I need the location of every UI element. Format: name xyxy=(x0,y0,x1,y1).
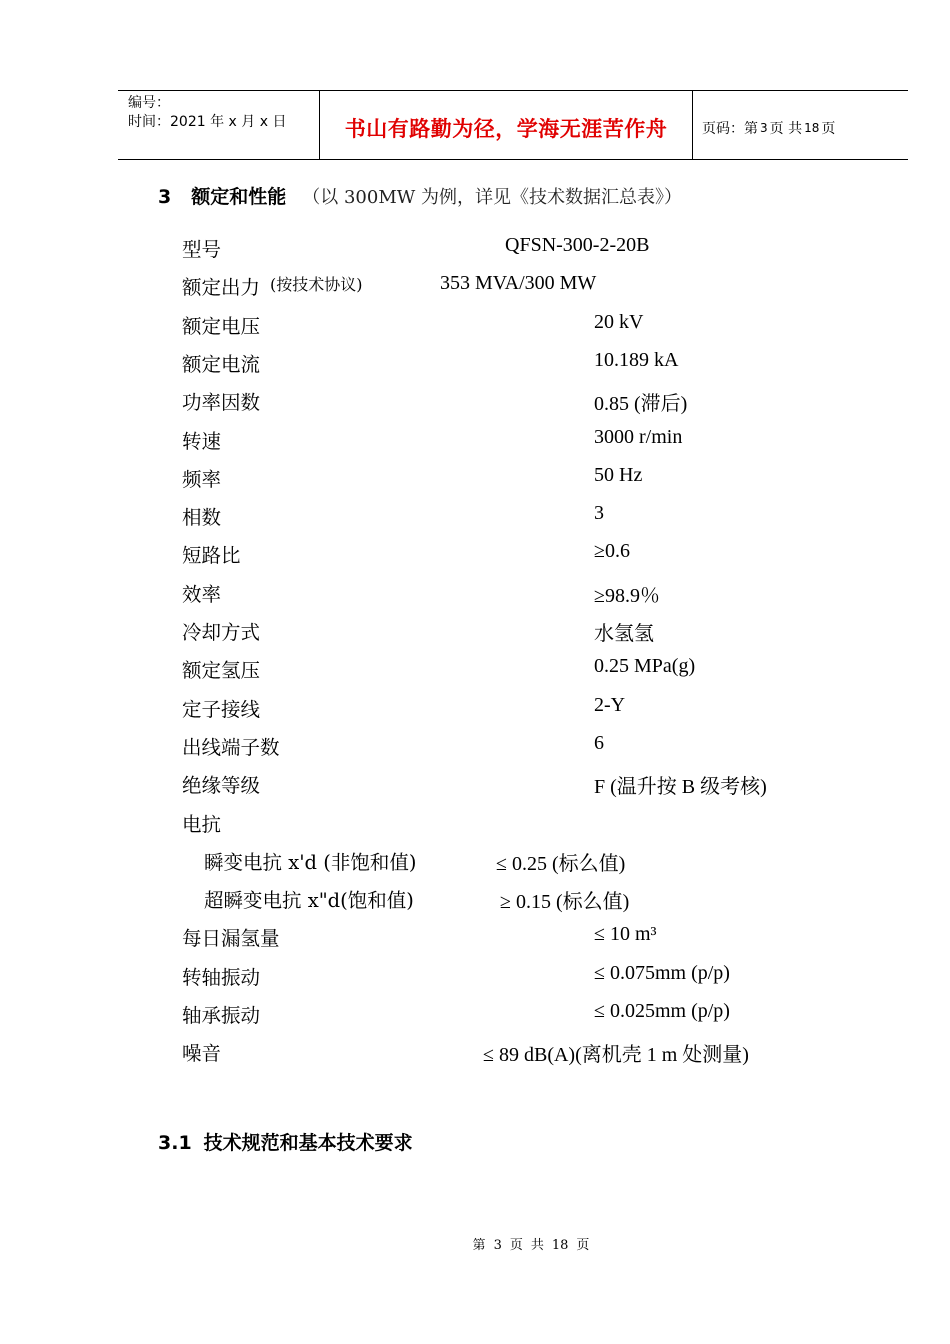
spec-row xyxy=(0,655,950,691)
spec-row xyxy=(0,885,950,921)
spec-value: 50 Hz xyxy=(594,463,643,486)
spec-label: 短路比 xyxy=(182,544,241,568)
spec-label: 转轴振动 xyxy=(182,965,261,989)
spec-label: 相数 xyxy=(182,506,222,530)
spec-value: ≤ 0.075mm (p/p) xyxy=(594,961,730,984)
section-number: 3 xyxy=(158,186,172,208)
subsection-heading xyxy=(158,1128,413,1155)
spec-row xyxy=(0,540,950,576)
header-page-prefix: 页码：第 xyxy=(702,121,758,137)
spec-value: ≤ 0.025mm (p/p) xyxy=(594,1000,730,1022)
spec-label: 瞬变电抗 x'd (非饱和值) xyxy=(204,850,417,874)
spec-row xyxy=(0,1038,950,1074)
spec-row xyxy=(0,617,950,653)
footer-total: 18 xyxy=(551,1238,569,1253)
spec-label: 轴承振动 xyxy=(182,1004,261,1027)
spec-row xyxy=(0,1000,950,1036)
subsection-number: 3.1 xyxy=(158,1132,192,1154)
footer-prefix: 第 xyxy=(472,1238,486,1253)
header-motto: 书山有路勤为径，学海无涯苦作舟 xyxy=(344,116,668,141)
header-page-total: 18 xyxy=(804,121,820,135)
spec-label: 转速 xyxy=(182,429,222,453)
footer-mid1: 页 xyxy=(509,1238,523,1253)
spec-label: 电抗 xyxy=(182,812,222,836)
header-meta-cell xyxy=(118,91,320,159)
subsection-title: 技术规范和基本技术要求 xyxy=(203,1132,413,1154)
spec-label: 功率因数 xyxy=(182,391,261,415)
footer-mid2: 共 xyxy=(530,1238,544,1253)
spec-row xyxy=(0,770,950,806)
spec-label: 冷却方式 xyxy=(182,621,261,644)
spec-label: 噪音 xyxy=(182,1042,222,1066)
spec-row xyxy=(0,464,950,500)
spec-label-note: (按技术协议) xyxy=(270,275,363,295)
footer-current: 3 xyxy=(493,1238,502,1253)
footer-suffix: 页 xyxy=(576,1238,590,1253)
document-number-label: 编号： xyxy=(128,95,170,111)
section-heading xyxy=(158,182,682,209)
spec-row xyxy=(0,809,950,845)
spec-row xyxy=(0,349,950,385)
spec-value: ≤ 89 dB(A)(离机壳 1 m 处测量) xyxy=(483,1044,749,1067)
header-page-cell xyxy=(693,91,908,159)
header-page-mid: 页 共 xyxy=(769,121,803,137)
section-title: 额定和性能 xyxy=(191,186,287,208)
spec-label: 每日漏氢量 xyxy=(182,927,280,951)
spec-value: 3000 r/min xyxy=(594,425,683,448)
spec-value: 20 kV xyxy=(594,310,644,333)
spec-value: ≤ 0.25 (标么值) xyxy=(496,852,626,875)
spec-value: 水氢氢 xyxy=(594,623,654,645)
spec-value: QFSN-300-2-20B xyxy=(505,234,650,256)
spec-row xyxy=(0,502,950,538)
spec-value: 6 xyxy=(594,731,604,754)
spec-row xyxy=(0,234,950,270)
spec-label: 额定电压 xyxy=(182,314,261,338)
spec-row xyxy=(0,311,950,347)
spec-value: 0.25 MPa(g) xyxy=(594,655,696,678)
spec-row xyxy=(0,426,950,462)
spec-value: 2-Y xyxy=(594,693,626,716)
spec-label: 频率 xyxy=(182,467,222,491)
spec-value: 10.189 kA xyxy=(594,348,679,371)
spec-row xyxy=(0,387,950,423)
spec-label: 超瞬变电抗 x"d(饱和值) xyxy=(204,889,414,913)
spec-label: 型号 xyxy=(182,238,222,261)
spec-value: ≥98.9％ xyxy=(594,584,660,607)
header-page-current: 3 xyxy=(760,121,768,135)
spec-label: 额定氢压 xyxy=(182,659,261,683)
spec-value: ≥ 0.15 (标么值) xyxy=(500,891,630,914)
spec-row xyxy=(0,732,950,768)
spec-value: 3 xyxy=(594,502,604,525)
header-page-suffix: 页 xyxy=(821,121,836,137)
section-note: （以 300MW 为例，详见《技术数据汇总表》） xyxy=(302,187,682,208)
page-header xyxy=(118,90,908,160)
spec-label: 额定电流 xyxy=(182,352,261,376)
page-footer xyxy=(0,1234,950,1253)
spec-row xyxy=(0,694,950,730)
document-time-label: 时间：2021 年 x 月 x 日 xyxy=(128,114,287,130)
spec-value: 353 MVA/300 MW xyxy=(440,272,597,295)
spec-label: 额定出力 xyxy=(182,276,261,300)
spec-row xyxy=(0,962,950,998)
spec-row xyxy=(0,847,950,883)
spec-value: ≤ 10 m³ xyxy=(594,923,657,946)
spec-label: 效率 xyxy=(182,582,222,606)
spec-row xyxy=(0,579,950,615)
spec-row xyxy=(0,923,950,959)
spec-label: 绝缘等级 xyxy=(182,774,261,798)
spec-label: 出线端子数 xyxy=(182,735,280,759)
header-motto-cell xyxy=(320,91,693,159)
spec-value: 0.85 (滞后) xyxy=(594,393,688,416)
spec-row xyxy=(0,272,950,308)
spec-value: ≥0.6 xyxy=(594,540,630,563)
spec-value: F (温升按 B 级考核) xyxy=(594,776,767,799)
spec-label: 定子接线 xyxy=(182,697,261,721)
